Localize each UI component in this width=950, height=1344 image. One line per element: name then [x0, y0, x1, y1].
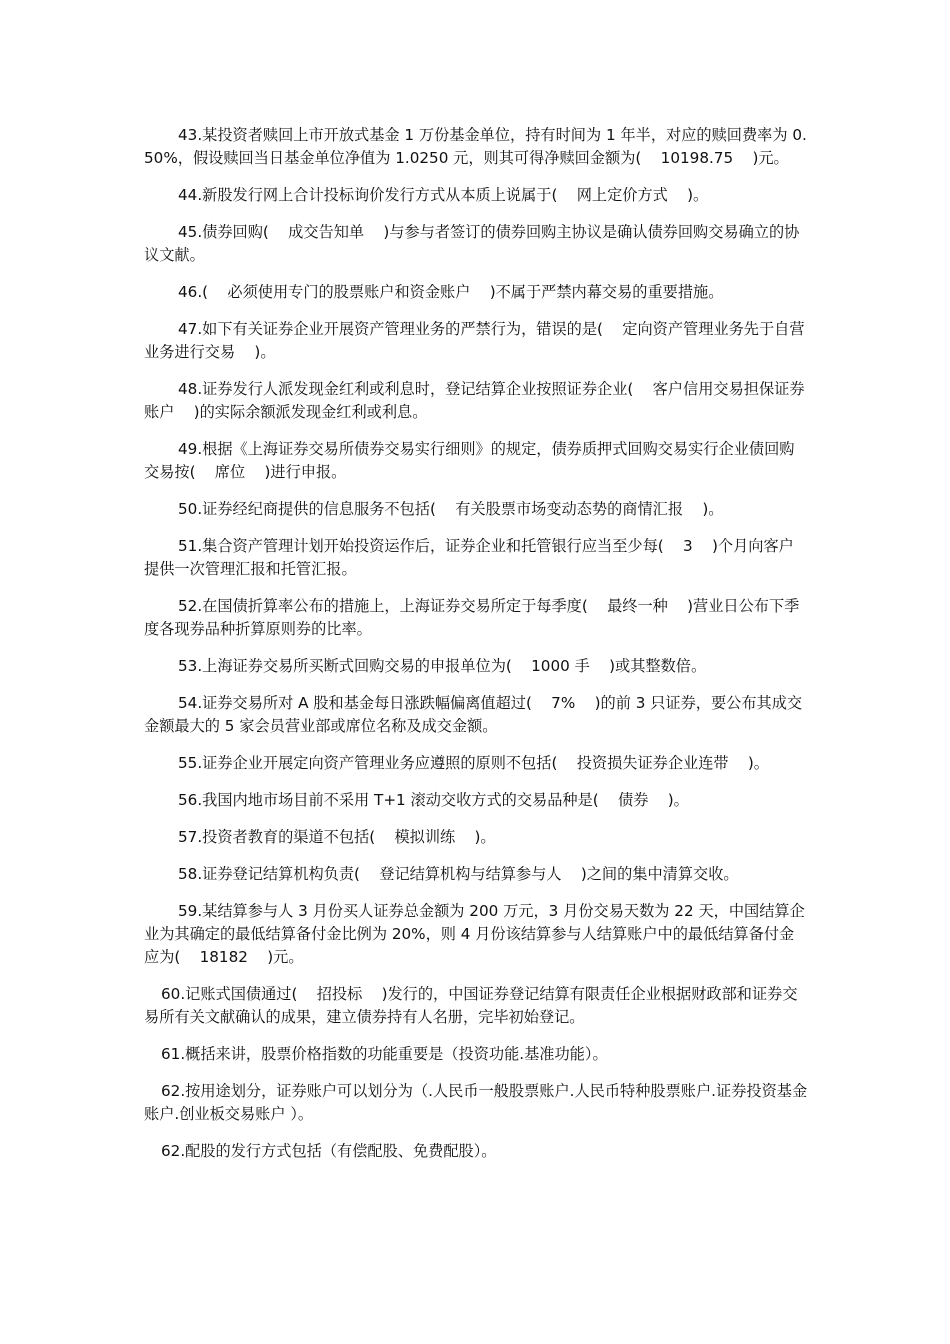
question-48: 48.证券发行人派发现金红利或利息时，登记结算企业按照证券企业( 客户信用交易担保证券账户 )的实际余额派发现金红利或利息。 — [144, 380, 805, 421]
question-62-b: 62.配股的发行方式包括（有偿配股、免费配股）。 — [161, 1142, 497, 1160]
question-54: 54.证券交易所对 A 股和基金每日涨跌幅偏离值超过( 7% )的前 3 只证券，要公布其成交金额最大的 5 家会员营业部或席位名称及成交金额。 — [144, 694, 803, 735]
question-58: 58.证券登记结算机构负责( 登记结算机构与结算参与人 )之间的集中清算交收。 — [178, 865, 739, 883]
question-43: 43.某投资者赎回上市开放式基金 1 万份基金单位，持有时间为 1 年半，对应的赎回费率为 0.50%，假设赎回当日基金单位净值为 1.0250 元，则其可得净赎回金额为( 10198.75 )元。 — [144, 126, 807, 167]
question-57: 57.投资者教育的渠道不包括( 模拟训练 )。 — [178, 828, 496, 846]
question-list — [144, 124, 809, 1177]
question-51: 51.集合资产管理计划开始投资运作后，证券企业和托管银行应当至少每( 3 )个月向客户提供一次管理汇报和托管汇报。 — [144, 537, 794, 578]
question-45: 45.债券回购( 成交告知单 )与参与者签订的债券回购主协议是确认债券回购交易确立的协议文献。 — [144, 223, 800, 264]
question-44: 44.新股发行网上合计投标询价发行方式从本质上说属于( 网上定价方式 )。 — [178, 186, 709, 204]
question-46: 46.( 必须使用专门的股票账户和资金账户 )不属于严禁内幕交易的重要措施。 — [178, 283, 724, 301]
question-56: 56.我国内地市场目前不采用 T+1 滚动交收方式的交易品种是( 债券 )。 — [178, 791, 689, 809]
question-49: 49.根据《上海证券交易所债券交易实行细则》的规定，债券质押式回购交易实行企业债回购交易按( 席位 )进行申报。 — [144, 440, 795, 481]
question-61: 61.概括来讲，股票价格指数的功能重要是（投资功能.基准功能）。 — [161, 1045, 608, 1063]
question-60: 60.记账式国债通过( 招投标 )发行的，中国证券登记结算有限责任企业根据财政部和证券交易所有关文献确认的成果，建立债券持有人名册，完毕初始登记。 — [144, 985, 798, 1026]
question-52: 52.在国债折算率公布的措施上，上海证券交易所定于每季度( 最终一种 )营业日公布下季度各现券品种折算原则券的比率。 — [144, 597, 800, 638]
question-47: 47.如下有关证券企业开展资产管理业务的严禁行为，错误的是( 定向资产管理业务先于自营业务进行交易 )。 — [144, 320, 805, 361]
question-50: 50.证券经纪商提供的信息服务不包括( 有关股票市场变动态势的商情汇报 )。 — [178, 500, 724, 518]
question-62-a: 62.按用途划分，证券账户可以划分为（.人民币一般股票账户.人民币特种股票账户.证券投资基金账户.创业板交易账户 ）。 — [144, 1082, 808, 1123]
question-53: 53.上海证券交易所买断式回购交易的申报单位为( 1000 手 )或其整数倍。 — [178, 657, 707, 675]
question-55: 55.证券企业开展定向资产管理业务应遵照的原则不包括( 投资损失证券企业连带 )。 — [178, 754, 769, 772]
question-59: 59.某结算参与人 3 月份买人证券总金额为 200 万元，3 月份交易天数为 22 天，中国结算企业为其确定的最低结算备付金比例为 20%，则 4 月份该结算参与人结算账户中的最低结算备付金应为( 18182 )元。 — [144, 902, 805, 966]
